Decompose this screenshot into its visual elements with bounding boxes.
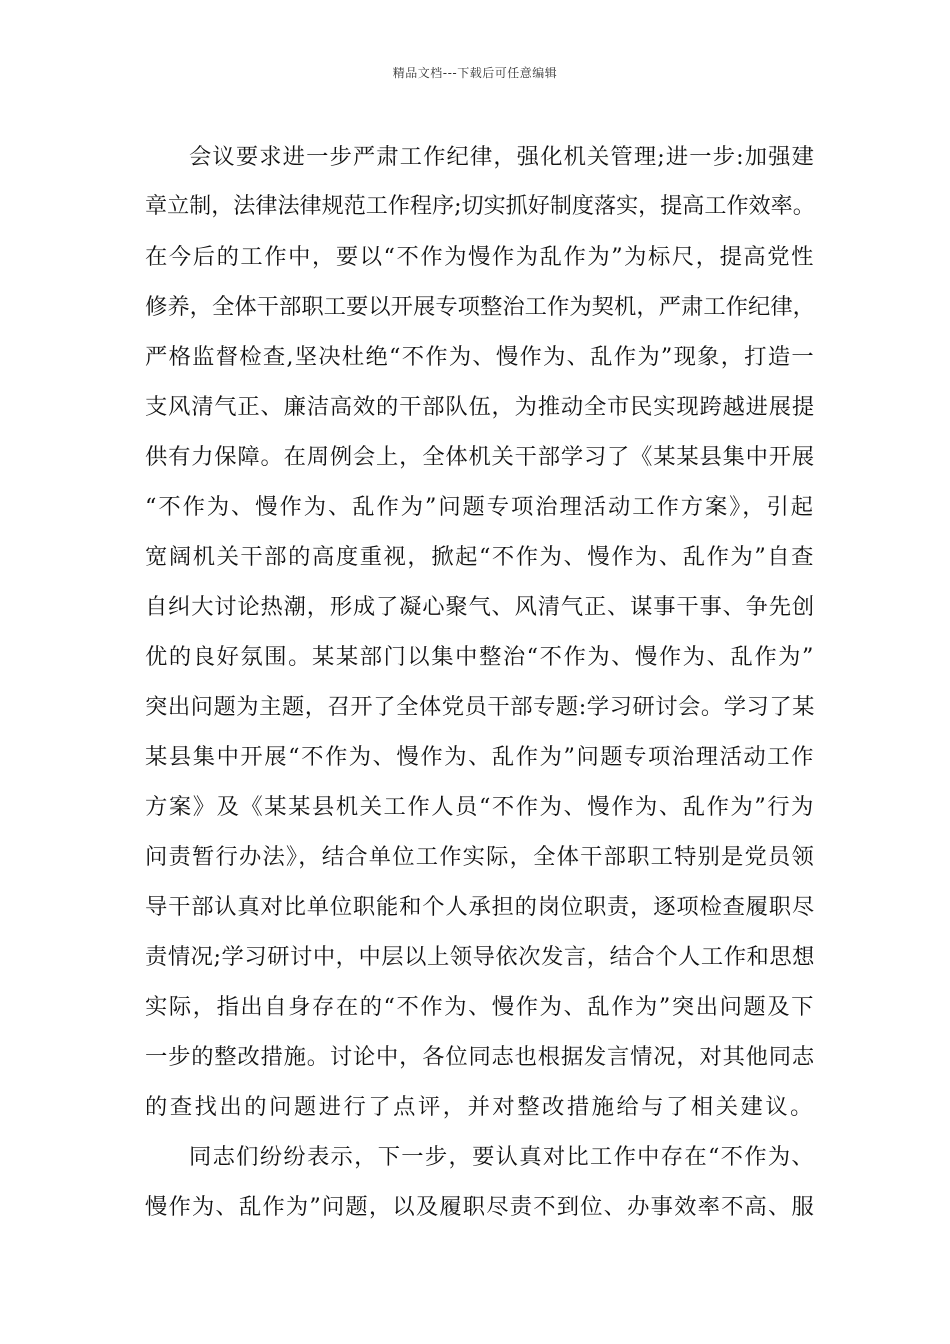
text-line: 一步的整改措施。讨论中，各位同志也根据发言情况，对其他同志 xyxy=(145,1044,815,1070)
text-line: 供有力保障。在周例会上，全体机关干部学习了《某某县集中开展 xyxy=(145,444,815,470)
text-line: 自纠大讨论热潮，形成了凝心聚气、风清气正、谋事干事、争先创 xyxy=(145,594,815,620)
text-line: 在今后的工作中，要以“不作为慢作为乱作为”为标尺，提高党性 xyxy=(145,244,815,270)
text-line: 会议要求进一步严肃工作纪律，强化机关管理;进一步:加强建 xyxy=(189,144,815,170)
text-line: 方案》及《某某县机关工作人员“不作为、慢作为、乱作为”行为 xyxy=(145,794,815,820)
text-line: 实际，指出自身存在的“不作为、慢作为、乱作为”突出问题及下 xyxy=(145,994,815,1020)
text-line: 问责暂行办法》，结合单位工作实际，全体干部职工特别是党员领 xyxy=(145,844,815,870)
text-line: 章立制，法律法律规范工作程序;切实抓好制度落实，提高工作效率。 xyxy=(145,194,815,219)
text-line: 某县集中开展“不作为、慢作为、乱作为”问题专项治理活动工作 xyxy=(145,744,815,770)
text-line: “不作为、慢作为、乱作为”问题专项治理活动工作方案》，引起 xyxy=(145,494,815,520)
text-line: 严格监督检查,坚决杜绝“不作为、慢作为、乱作为”现象，打造一 xyxy=(145,344,815,370)
text-line: 责情况;学习研讨中，中层以上领导依次发言，结合个人工作和思想 xyxy=(145,944,815,970)
text-line: 慢作为、乱作为”问题，以及履职尽责不到位、办事效率不高、服 xyxy=(145,1194,815,1220)
page-header: 精品文档---下载后可任意编辑 xyxy=(392,66,558,80)
text-line: 导干部认真对比单位职能和个人承担的岗位职责，逐项检查履职尽 xyxy=(145,894,815,920)
text-line: 突出问题为主题，召开了全体党员干部专题:学习研讨会。学习了某 xyxy=(145,694,815,720)
text-line: 修养，全体干部职工要以开展专项整治工作为契机，严肃工作纪律， xyxy=(145,294,815,320)
text-line: 支风清气正、廉洁高效的干部队伍，为推动全市民实现跨越进展提 xyxy=(145,394,815,420)
text-line: 同志们纷纷表示，下一步，要认真对比工作中存在“不作为、 xyxy=(189,1144,815,1170)
document-body xyxy=(145,132,815,1232)
text-line: 优的良好氛围。某某部门以集中整治“不作为、慢作为、乱作为” xyxy=(145,644,815,670)
text-line: 宽阔机关干部的高度重视，掀起“不作为、慢作为、乱作为”自查 xyxy=(145,544,815,570)
text-line: 的查找出的问题进行了点评，并对整改措施给与了相关建议。 xyxy=(145,1094,815,1120)
